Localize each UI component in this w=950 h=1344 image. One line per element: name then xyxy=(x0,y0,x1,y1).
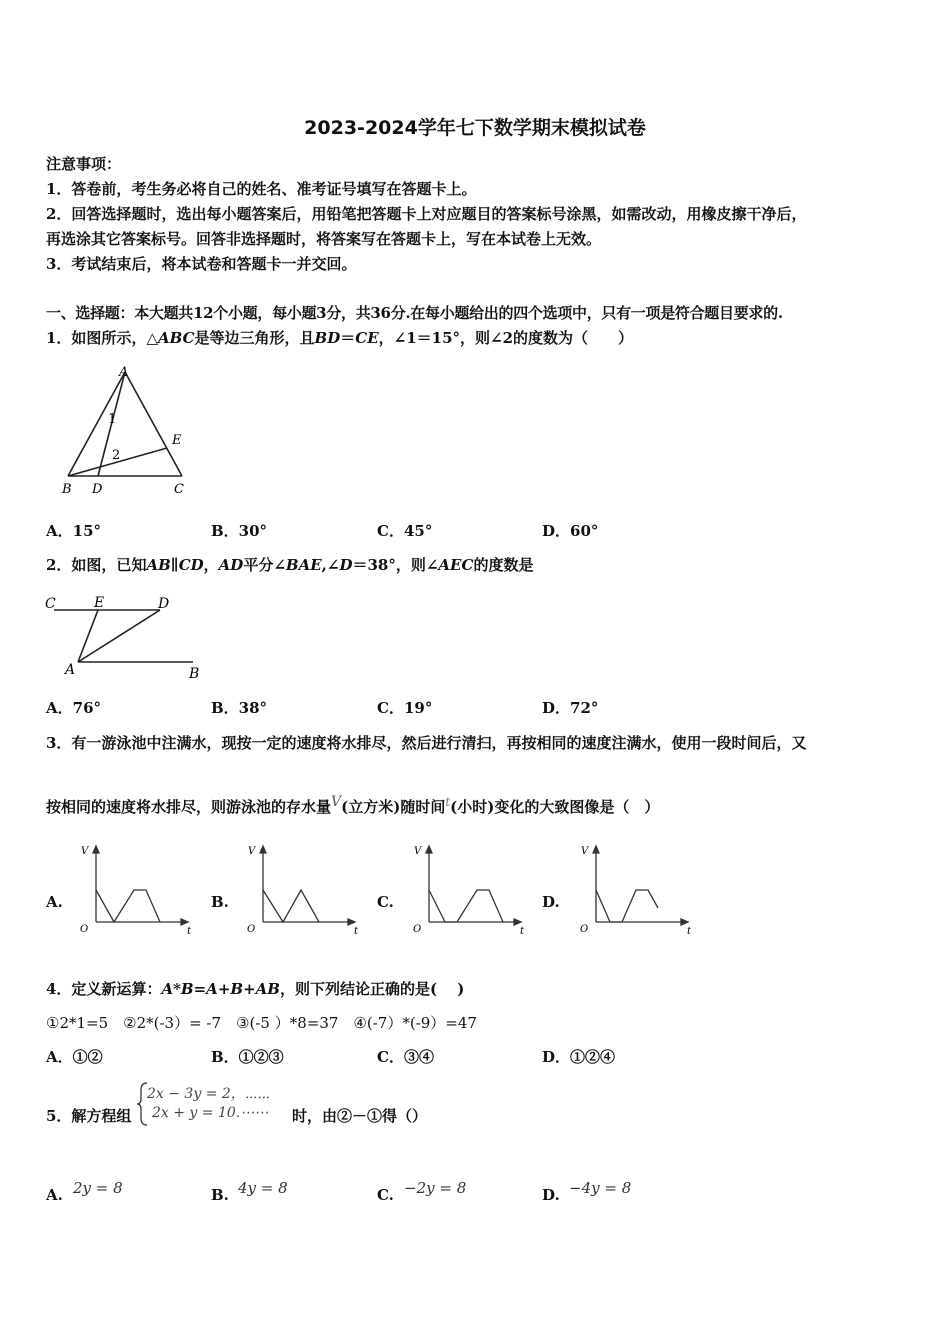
q3-c-curve xyxy=(429,890,503,922)
q2-label-d: D xyxy=(158,596,170,612)
q3-c-t-arrow xyxy=(514,919,521,925)
q1-option-d[interactable]: D．60° xyxy=(542,522,599,540)
q2-label-e: E xyxy=(94,595,105,611)
q1-stem-c: 是等边三角形，且 xyxy=(194,329,315,347)
q3-stem-2b: (立方米)随时间 xyxy=(341,798,446,816)
notice-item-1: 1．答卷前，考生务必将自己的姓名、准考证号填写在答题卡上。 xyxy=(46,180,477,198)
q1-label-e: E xyxy=(172,433,182,448)
q5-option-a-value: 2y = 8 xyxy=(73,1179,123,1197)
q2-label-c: C xyxy=(45,596,56,612)
q3-b-t-arrow xyxy=(348,919,355,925)
q3-graph-d[interactable] xyxy=(572,840,697,940)
q2-stem-a: 2．如图，已知 xyxy=(46,556,147,574)
q5-option-c-label[interactable]: C. xyxy=(377,1186,394,1204)
q3-stem-t: t xyxy=(445,795,451,809)
q3-d-label-o: O xyxy=(580,924,589,935)
question-4-stem xyxy=(46,978,464,999)
q1-stem-e: ＝ xyxy=(340,329,356,347)
q1-label-angle-1: 1 xyxy=(108,412,117,427)
notice-item-2a: 2．回答选择题时，选出每小题答案后，用铅笔把答题卡上对应题目的答案标号涂黑，如需改动，用橡皮擦干净后， xyxy=(46,205,807,223)
q3-d-label-v: V xyxy=(581,846,589,857)
q3-a-curve xyxy=(96,890,160,922)
q1-stem-d: BD xyxy=(314,329,341,347)
q2-stem-b: AB∥CD xyxy=(146,556,204,574)
q2-label-a: A xyxy=(65,662,76,678)
q3-d-curve xyxy=(596,890,658,922)
q3-stem-2c: (小时)变化的大致图像是（ ） xyxy=(450,798,660,816)
q5-option-d-label[interactable]: D. xyxy=(542,1186,560,1204)
question-3-stem-line-1: 3．有一游泳池中注满水，现按一定的速度将水排尽，然后进行清扫，再按相同的速度注满水，使用一段时间后，又 xyxy=(46,734,807,752)
q3-graph-b[interactable] xyxy=(239,840,364,940)
q1-stem-g: ，∠1＝15°，则∠2的度数为（ ） xyxy=(378,329,634,347)
q2-stem-e: 平分∠ xyxy=(243,556,286,574)
q1-label-c: C xyxy=(174,482,184,497)
q4-option-c[interactable]: C．③④ xyxy=(377,1048,434,1066)
q3-option-b-label[interactable]: B. xyxy=(211,893,229,911)
q5-option-b-label[interactable]: B. xyxy=(211,1186,229,1204)
q3-b-label-v: V xyxy=(248,846,256,857)
q3-d-t-arrow xyxy=(681,919,688,925)
q3-option-d-label[interactable]: D. xyxy=(542,893,560,911)
q5-option-a-label[interactable]: A. xyxy=(46,1186,63,1204)
q1-label-d: D xyxy=(92,482,103,497)
q2-segment-ad xyxy=(78,610,160,662)
q5-option-b-value: 4y = 8 xyxy=(238,1179,288,1197)
q3-d-v-arrow xyxy=(593,846,599,853)
q3-c-label-o: O xyxy=(413,924,422,935)
q3-c-label-v: V xyxy=(414,846,422,857)
q2-stem-c: ， xyxy=(203,556,219,574)
q4-option-d[interactable]: D．①②④ xyxy=(542,1048,616,1066)
q1-label-a: A xyxy=(119,365,129,380)
q2-stem-g: ,∠ xyxy=(321,556,340,574)
q1-label-angle-2: 2 xyxy=(112,448,121,463)
q2-stem-i: ＝38°，则∠ xyxy=(352,556,439,574)
q1-triangle-figure xyxy=(55,362,205,502)
q3-stem-2a: 按相同的速度将水排尽，则游泳池的存水量 xyxy=(46,798,332,816)
q5-equation-2: 2x + y = 10.⋯⋯ xyxy=(152,1105,269,1121)
q4-option-b[interactable]: B．①②③ xyxy=(211,1048,284,1066)
q3-b-label-t: t xyxy=(354,926,359,937)
q4-statements: ①2*1=5 ②2*(-3）= -7 ③(-5 ）*8=37 ④(-7）*(-9）=47 xyxy=(46,1014,477,1032)
q4-stem-a: 4．定义新运算： xyxy=(46,980,162,998)
q3-d-label-t: t xyxy=(687,926,692,937)
q1-option-c[interactable]: C．45° xyxy=(377,522,433,540)
section-heading: 一、选择题：本大题共12个小题，每小题3分，共36分.在每小题给出的四个选项中，只有一项是符合题目要求的. xyxy=(46,304,783,322)
q3-option-a-label[interactable]: A. xyxy=(46,893,63,911)
question-3-stem-line-2 xyxy=(46,794,659,817)
q3-c-v-arrow xyxy=(426,846,432,853)
q4-option-a[interactable]: A．①② xyxy=(46,1048,103,1066)
q1-stem-f: CE xyxy=(355,329,379,347)
q3-a-t-arrow xyxy=(181,919,188,925)
q4-stem-c: ，则下列结论正确的是( ) xyxy=(279,980,465,998)
q2-label-b: B xyxy=(189,666,200,682)
q1-side-ac xyxy=(125,372,182,476)
q5-stem-b: 时，由②－①得（） xyxy=(292,1107,428,1125)
q3-option-c-label[interactable]: C. xyxy=(377,893,394,911)
q3-a-label-o: O xyxy=(80,924,89,935)
q1-option-a[interactable]: A．15° xyxy=(46,522,102,540)
q5-option-c-value: −2y = 8 xyxy=(404,1179,467,1197)
q1-option-b[interactable]: B．30° xyxy=(211,522,268,540)
q1-stem-a: 1．如图所示，△ xyxy=(46,329,158,347)
q5-stem-a: 5．解方程组 xyxy=(46,1107,132,1125)
q2-parallel-figure xyxy=(40,590,215,685)
question-2-stem xyxy=(46,554,533,575)
notice-heading: 注意事项： xyxy=(46,155,122,173)
q5-brace-path xyxy=(137,1083,147,1125)
q3-b-v-arrow xyxy=(260,846,266,853)
q5-equation-1: 2x − 3y = 2，⋯⋯ xyxy=(147,1086,270,1102)
notice-item-2b: 再选涂其它答案标号。回答非选择题时，将答案写在答题卡上，写在本试卷上无效。 xyxy=(46,230,602,248)
q1-label-b: B xyxy=(62,482,72,497)
q3-a-v-arrow xyxy=(93,846,99,853)
q2-option-c[interactable]: C．19° xyxy=(377,699,433,717)
question-1-stem xyxy=(46,327,633,348)
q5-option-d-value: −4y = 8 xyxy=(569,1179,632,1197)
q3-graph-a[interactable] xyxy=(72,840,197,940)
q2-stem-f: BAE xyxy=(285,556,322,574)
q3-stem-v: V xyxy=(331,794,342,810)
q2-option-d[interactable]: D．72° xyxy=(542,699,599,717)
q3-b-label-o: O xyxy=(247,924,256,935)
q4-stem-b: A*B=A+B+AB xyxy=(161,980,280,998)
notice-item-3: 3．考试结束后，将本试卷和答题卡一并交回。 xyxy=(46,255,357,273)
q2-stem-h: D xyxy=(339,556,353,574)
q2-stem-d: AD xyxy=(218,556,244,574)
q2-stem-k: 的度数是 xyxy=(473,556,534,574)
q2-segment-ae xyxy=(78,610,98,662)
q3-a-label-v: V xyxy=(81,846,89,857)
q3-a-label-t: t xyxy=(187,926,192,937)
page-title: 2023-2024学年七下数学期末模拟试卷 xyxy=(304,117,646,139)
q3-c-label-t: t xyxy=(520,926,525,937)
q2-option-a[interactable]: A．76° xyxy=(46,699,102,717)
q2-option-b[interactable]: B．38° xyxy=(211,699,268,717)
q1-stem-b: ABC xyxy=(157,329,195,347)
q3-graph-c[interactable] xyxy=(405,840,530,940)
q3-b-curve xyxy=(263,890,319,922)
q2-stem-j: AEC xyxy=(438,556,474,574)
